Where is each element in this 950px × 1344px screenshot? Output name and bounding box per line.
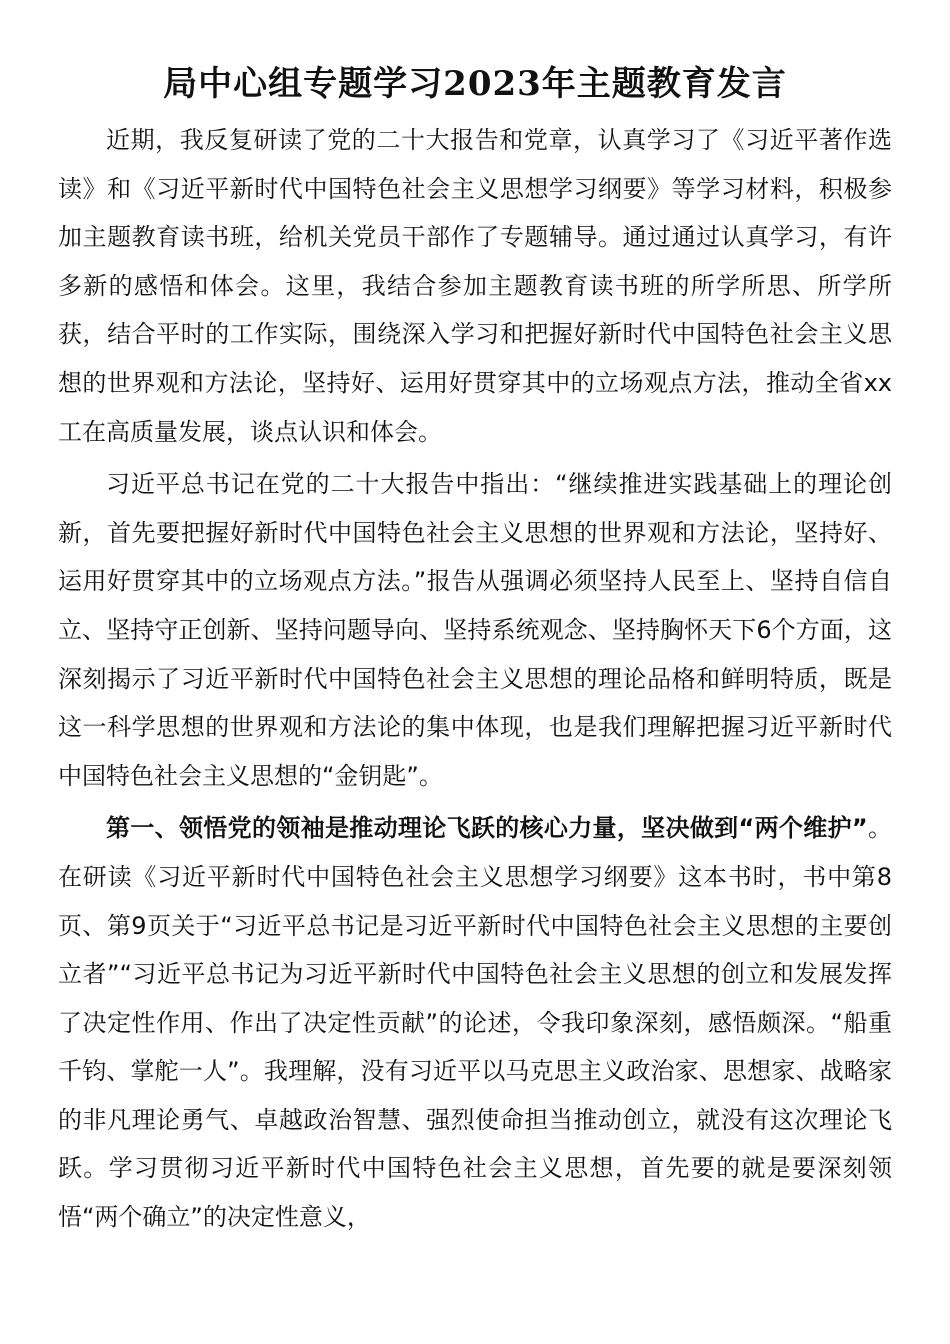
document-page xyxy=(58,58,892,1242)
paragraph-text: 近期，我反复研读了党的二十大报告和党章，认真学习了《习近平著作选读》和《习近平新时代中国特色社会主义思想学习纲要》等学习材料，积极参加主题教育读书班，给机关党员干部作了专题辅导。通过通过认真学习，有许多新的感悟和体会。这里，我结合参加主题教育读书班的所学所思、所学所获，结合平时的工作实际，围绕深入学习和把握好新时代中国特色社会主义思想的世界观和方法论，坚持好、运用好贯穿其中的立场观点方法，推动全省xx工在高质量发展，谈点认识和体会。 xyxy=(58,126,892,446)
paragraph-lead-heading: 第一、领悟党的领袖是推动理论飞跃的核心力量，坚决做到“两个维护” xyxy=(106,814,868,843)
document-title: 局中心组专题学习2023年主题教育发言 xyxy=(163,64,787,104)
paragraph-point-one xyxy=(58,804,892,1241)
paragraph-text: 习近平总书记在党的二十大报告中指出：“继续推进实践基础上的理论创新，首先要把握好新时代中国特色社会主义思想的世界观和方法论，坚持好、运用好贯穿其中的立场观点方法。”报告从强调必须坚持人民至上、坚持自信自立、坚持守正创新、坚持问题导向、坚持系统观念、坚持胸怀天下6个方面，这深刻揭示了习近平新时代中国特色社会主义思想的理论品格和鲜明特质，既是这一科学思想的世界观和方法论的集中体现，也是我们理解把握习近平新时代中国特色社会主义思想的“金钥匙”。 xyxy=(58,470,892,790)
paragraph-quote xyxy=(58,460,892,800)
paragraph-intro xyxy=(58,116,892,456)
paragraph-text: 。在研读《习近平新时代中国特色社会主义思想学习纲要》这本书时，书中第8页、第9页关于“习近平总书记是习近平新时代中国特色社会主义思想的主要创立者”“习近平总书记为习近平新时代中国特色社会主义思想的创立和发展发挥了决定性作用、作出了决定性贡献”的论述，令我印象深刻，感悟颇深。“船重千钧、掌舵一人”。我理解，没有习近平以马克思主义政治家、思想家、战略家的非凡理论勇气、卓越政治智慧、强烈使命担当推动创立，就没有这次理论飞跃。学习贯彻习近平新时代中国特色社会主义思想，首先要的就是要深刻领悟“两个确立”的决定性意义， xyxy=(58,814,892,1232)
